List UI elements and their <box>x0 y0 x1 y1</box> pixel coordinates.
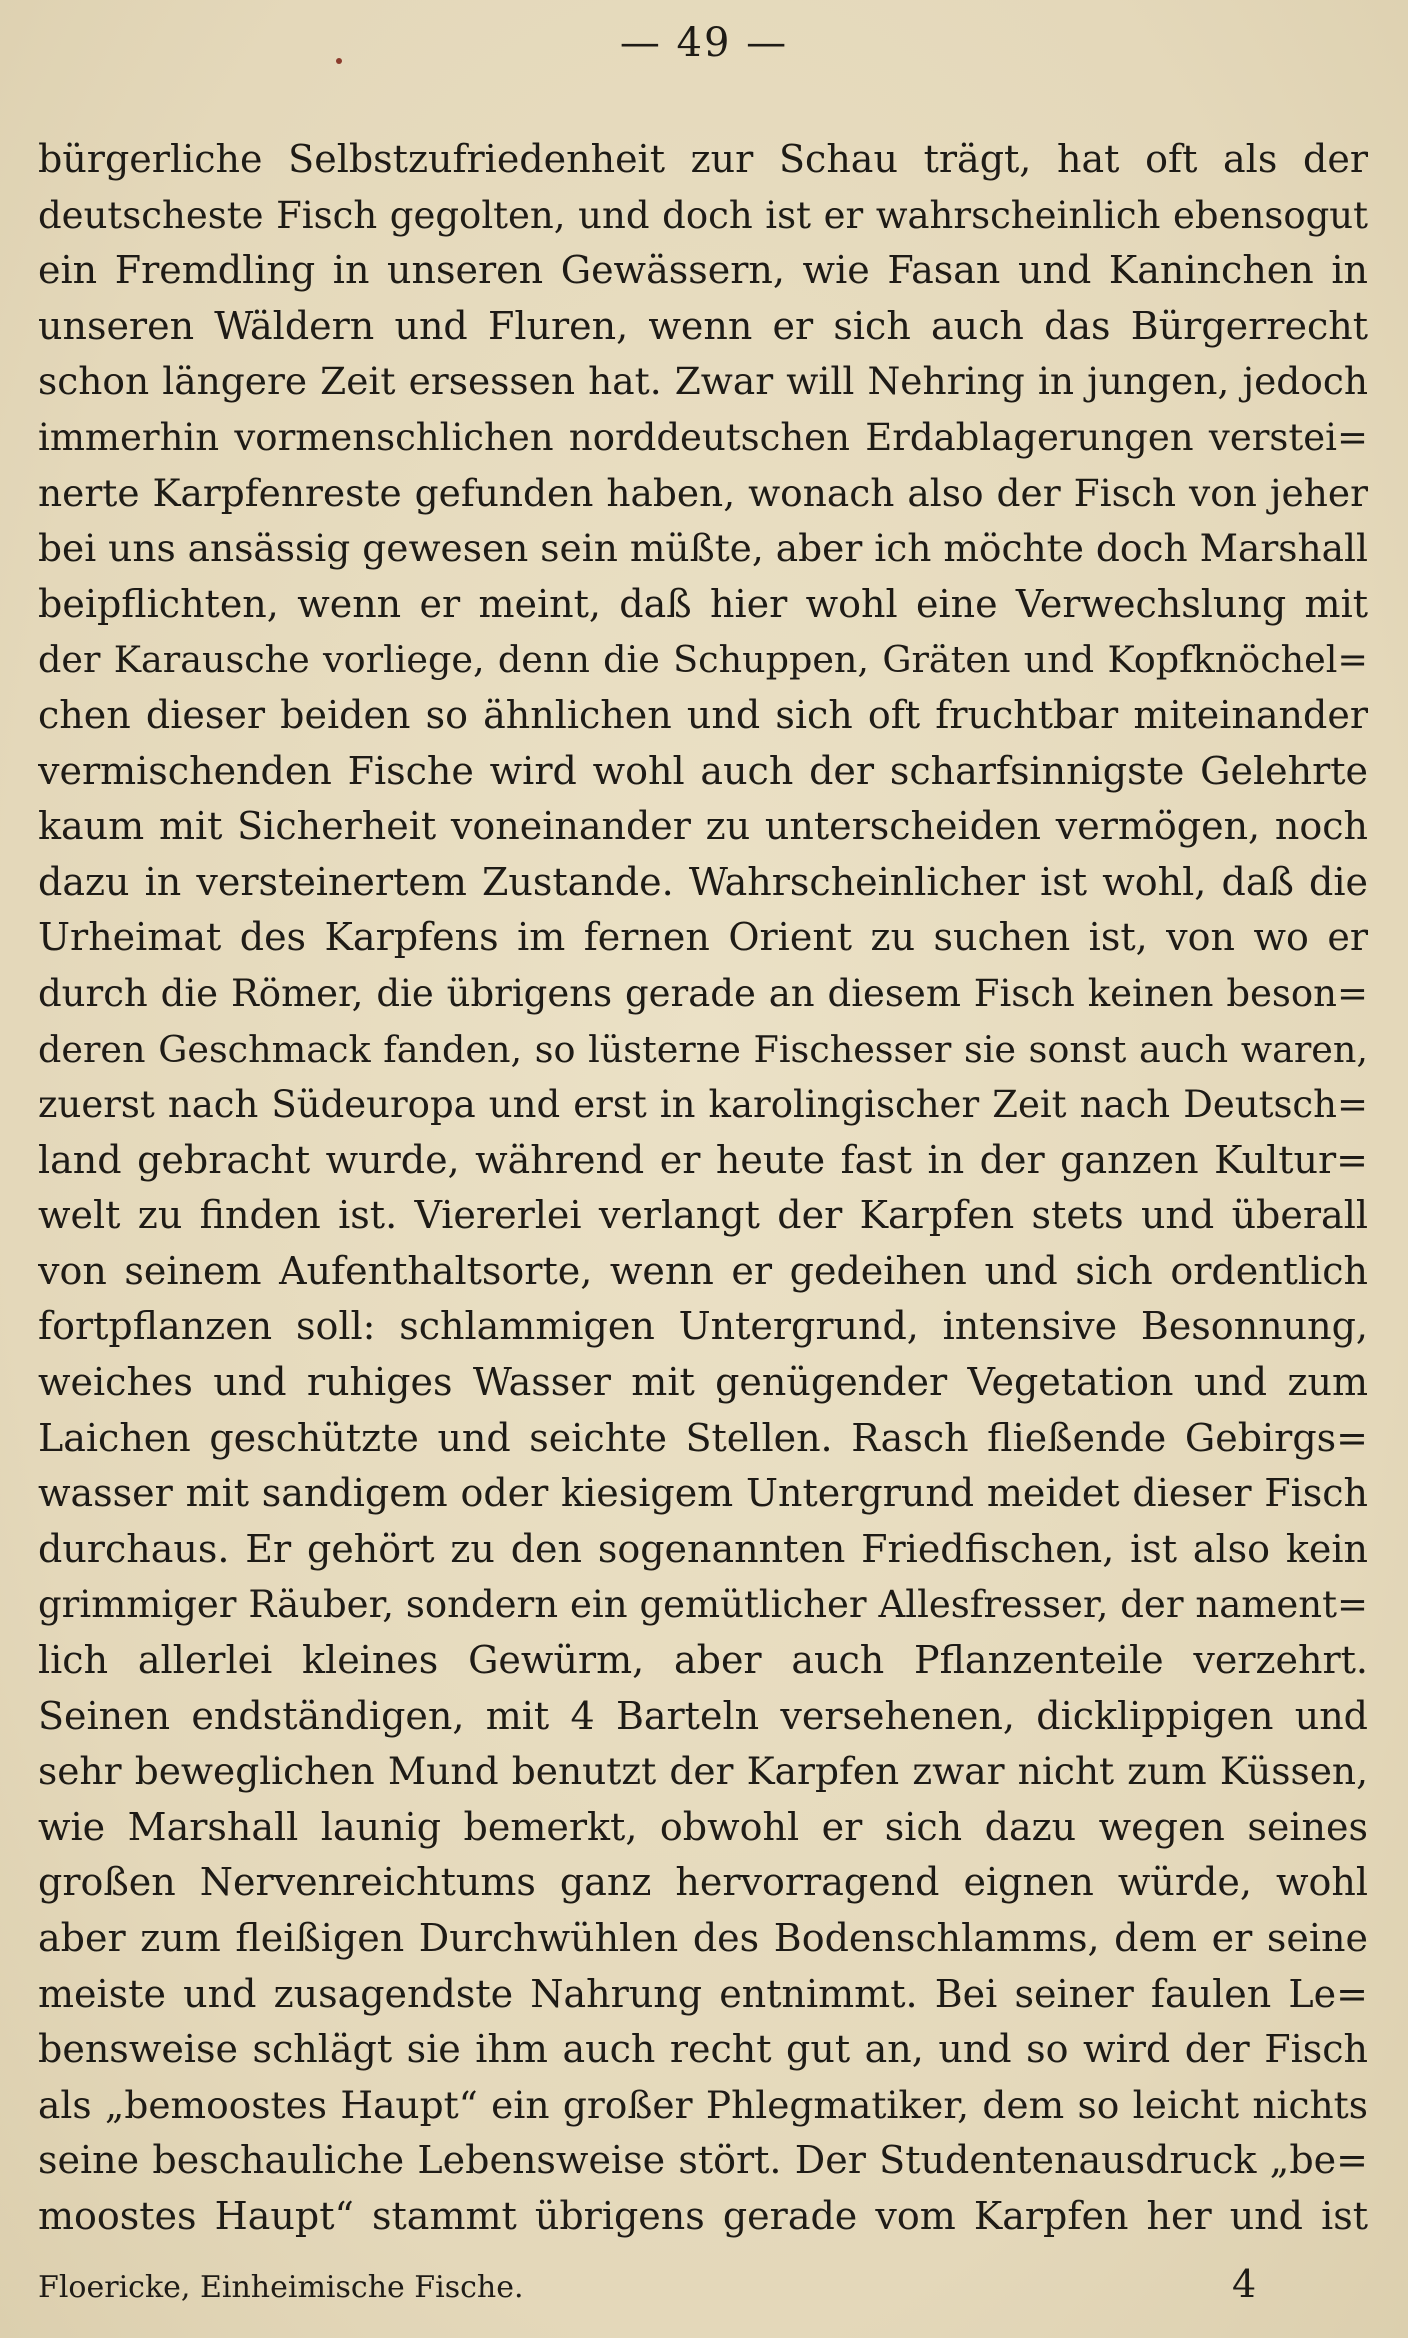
text-line: sehr beweglichen Mund benutzt der Karpfen zwar nicht zum Küssen, <box>38 1749 1368 1794</box>
text-line: Laichen geschützte und seichte Stellen. Rasch fließende Gebirgs= <box>38 1415 1368 1460</box>
text-line: vermischenden Fische wird wohl auch der scharfsinnigste Gelehrte <box>38 748 1368 793</box>
signature-mark: 4 <box>1232 2262 1257 2306</box>
text-line: weiches und ruhiges Wasser mit genügender Vegetation und zum <box>38 1360 1368 1405</box>
text-line: Seinen endständigen, mit 4 Barteln versehenen, dicklippigen und <box>38 1693 1368 1738</box>
text-line: dazu in versteinertem Zustande. Wahrscheinlicher ist wohl, daß die <box>38 859 1368 904</box>
text-line: land gebracht wurde, während er heute fast in der ganzen Kultur= <box>38 1137 1368 1182</box>
text-line: grimmiger Räuber, sondern ein gemütlicher Allesfresser, der nament= <box>38 1583 1368 1627</box>
page-number: — 49 — <box>619 20 789 66</box>
text-line: kaum mit Sicherheit voneinander zu unterscheiden vermögen, noch <box>38 804 1368 849</box>
text-line: bürgerliche Selbstzufriedenheit zur Schau trägt, hat oft als der <box>38 137 1368 181</box>
text-line: zuerst nach Südeuropa und erst in karolingischer Zeit nach Deutsch= <box>38 1083 1368 1127</box>
text-line: welt zu finden ist. Viererlei verlangt der Karpfen stets und überall <box>38 1193 1368 1238</box>
text-line: lich allerlei kleines Gewürm, aber auch Pflanzenteile verzehrt. <box>38 1638 1368 1683</box>
text-line: durch die Römer, die übrigens gerade an diesem Fisch keinen beson= <box>38 971 1368 1015</box>
ink-speck <box>336 58 342 64</box>
text-line: deren Geschmack fanden, so lüsterne Fischesser sie sonst auch waren, <box>38 1027 1368 1071</box>
text-line: moostes Haupt“ stammt übrigens gerade vom Karpfen her und ist <box>38 2193 1368 2238</box>
text-line: beipflichten, wenn er meint, daß hier wohl eine Verwechslung mit <box>38 581 1368 626</box>
text-line: fortpflanzen soll: schlammigen Untergrund, intensive Besonnung, <box>38 1304 1368 1349</box>
text-line: bei uns ansässig gewesen sein müßte, aber ich möchte doch Marshall <box>38 526 1368 571</box>
text-line: schon längere Zeit ersessen hat. Zwar will Nehring in jungen, jedoch <box>38 359 1368 404</box>
text-line: großen Nervenreichtums ganz hervorragend eignen würde, wohl <box>38 1860 1368 1905</box>
text-line: unseren Wäldern und Fluren, wenn er sich auch das Bürgerrecht <box>38 303 1368 348</box>
running-footer-title: Floericke, Einheimische Fische. <box>38 2270 524 2305</box>
text-line: Urheimat des Karpfens im fernen Orient zu suchen ist, von wo er <box>38 915 1368 960</box>
text-line: chen dieser beiden so ähnlichen und sich oft fruchtbar miteinander <box>38 692 1368 737</box>
text-line: wasser mit sandigem oder kiesigem Untergrund meidet dieser Fisch <box>38 1471 1368 1516</box>
text-line: bensweise schlägt sie ihm auch recht gut an, und so wird der Fisch <box>38 2027 1368 2072</box>
text-line: aber zum fleißigen Durchwühlen des Bodenschlamms, dem er seine <box>38 1916 1368 1960</box>
text-line: nerte Karpfenreste gefunden haben, wonach also der Fisch von jeher <box>38 470 1368 515</box>
text-line: meiste und zusagendste Nahrung entnimmt. Bei seiner faulen Le= <box>38 1971 1368 2016</box>
text-line: von seinem Aufenthaltsorte, wenn er gedeihen und sich ordentlich <box>38 1248 1368 1293</box>
text-line: durchaus. Er gehört zu den sogenannten Friedfischen, ist also kein <box>38 1526 1368 1571</box>
body-text <box>38 132 1368 2245</box>
text-line: immerhin vormenschlichen norddeutschen Erdablagerungen verstei= <box>38 415 1368 459</box>
text-line: wie Marshall launig bemerkt, obwohl er sich dazu wegen seines <box>38 1804 1368 1849</box>
text-line: der Karausche vorliege, denn die Schuppen, Gräten und Kopfknöchel= <box>38 638 1368 682</box>
text-line: seine beschauliche Lebensweise stört. Der Studentenausdruck „be= <box>38 2138 1368 2183</box>
text-line: ein Fremdling in unseren Gewässern, wie Fasan und Kaninchen in <box>38 248 1368 293</box>
text-line: deutscheste Fisch gegolten, und doch ist er wahrscheinlich ebensogut <box>38 193 1368 237</box>
text-line: als „bemoostes Haupt“ ein großer Phlegmatiker, dem so leicht nichts <box>38 2082 1368 2127</box>
